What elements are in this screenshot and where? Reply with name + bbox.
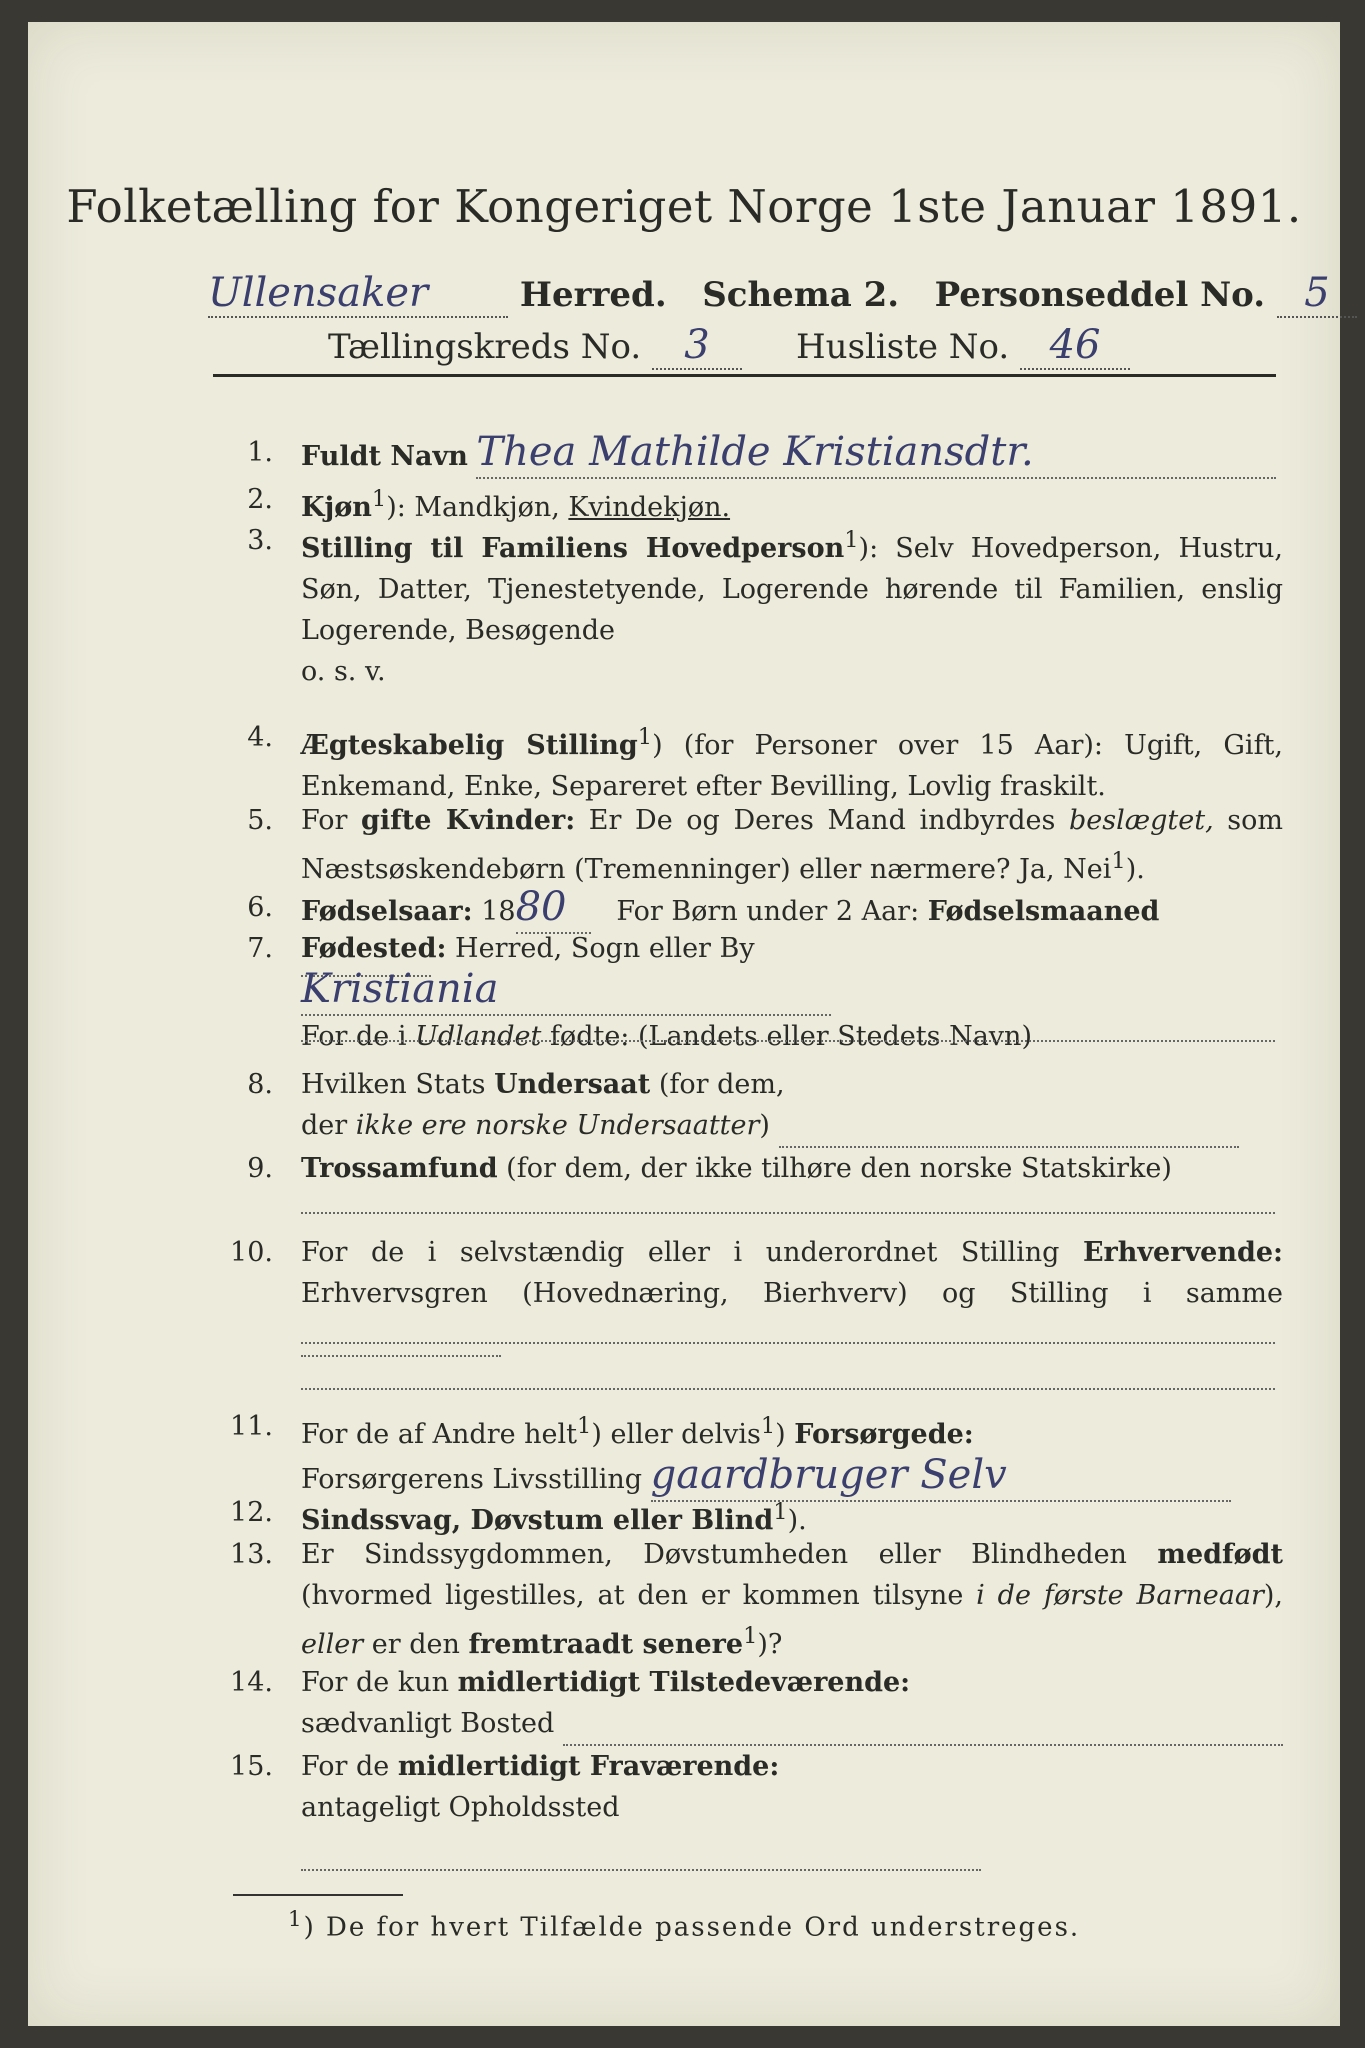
- q10-text2: Erhvervsgren (Hovednæring, Bierhverv) og Stilling i samme: [301, 1278, 1283, 1309]
- q11-text2: ) eller delvis: [591, 1419, 761, 1450]
- full-name-label: Fuldt Navn: [301, 441, 468, 472]
- q5-prefix: For: [301, 805, 362, 836]
- form-title: Folketælling for Kongeriget Norge 1ste Januar 1891.: [66, 180, 1302, 233]
- sex-selected: Kvindekjøn.: [568, 492, 731, 523]
- item-number: 4.: [247, 722, 273, 753]
- temporary-present-label: midlertidigt Tilstedeværende:: [457, 1667, 911, 1698]
- herred-field: [208, 270, 508, 318]
- occupation-label: Erhvervende:: [1082, 1237, 1283, 1268]
- census-form-page: Folketælling for Kongeriget Norge 1ste Januar 1891. Ullensaker Herred. Schema 2. Personseddel No. 5 Tællingskreds No. 3 Husliste No. 46 1. Fuldt Navn Thea Mathilde Kristiansdtr. 2. Kjøn$^1$): Mandkjøn, Kvindekjøn. 3. Stilling til Familiens Hovedperson$^1$): Selv Hovedperson, Hustru, Søn, Datter, Tjenestetyende, Logerende hørende til Familien, enslig Logerende, Besøgende o. s. v. 4. Ægteskabelig Stilling$^1$) (for Personer over 15 Aar): Ugift, Gift, Enkemand, Enke, Separeret efter Bevilling, Lovlig fraskilt. 5. For gifte Kvinder: Er De og Deres Mand indbyrdes beslægtet, som Næstsøskendebørn (Tremenninger) eller nærmere? Ja, Nei$^1$). 6. Fødselsaar: 1880 For Børn under 2 Aar: Fødselsmaaned 7. Fødested: Herred, Sogn eller By Kristiania For de i Udlandet fødte: (Landets eller Stedets Navn) 8. Hvilken Stats Undersaat (for dem, der ikke ere norske Undersaatter) 9. Trossamfund (for dem, der ikke tilhøre den norske Statskirke) 10. For de i selvstændig eller i underordnet Stilling Erhvervende: Erhvervsgren (Hovednæring, Bierhverv) og Stilling i samme 11. For de af Andre helt$^1$) eller delvis$^1$) Forsørgede: Forsørgerens Livsstilling gaardbruger Selv 12. Sindssvag, Døvstum eller Blind$^1$). 13. Er Sindssygdommen, Døvstumheden eller Blindheden medfødt (hvormed ligestilles, at den er kommen tilsyne i de første Barneaar), eller er den fremtraadt senere$^1$)? 14. For de kun midlertidigt Tilstedeværende: sædvanligt Bosted 15. For de midlertidigt Fraværende: antageligt Opholdssted $^1$) De for hvert Tilfælde passende Ord understreges.: [28, 22, 1340, 2026]
- kreds-field: [652, 322, 742, 370]
- q11-text3: ): [775, 1419, 795, 1450]
- q7-line2i: Udlandet: [415, 1021, 542, 1052]
- married-women-label: gifte Kvinder:: [361, 805, 576, 836]
- q13-italic2: eller: [301, 1629, 364, 1660]
- usual-residence-label: sædvanligt Bosted: [301, 1708, 555, 1739]
- full-name-field: [476, 429, 1276, 479]
- q13-text4: er den: [363, 1629, 469, 1660]
- item-number: 12.: [230, 1497, 273, 1528]
- herred-value: Ullensaker: [208, 270, 429, 316]
- birthplace-value: Kristiania: [301, 966, 499, 1012]
- supported-label: Forsørgede:: [794, 1419, 974, 1450]
- item-number: 7.: [247, 933, 273, 964]
- q5-text2: som Næstsøskendebørn (Tremenninger) eller nærmere? Ja, Nei: [301, 805, 1284, 885]
- full-name-value: Thea Mathilde Kristiansdtr.: [476, 429, 1034, 475]
- item-number: 1.: [247, 437, 273, 468]
- q8-text: Hvilken Stats: [301, 1069, 495, 1100]
- family-position-etc: o. s. v.: [301, 656, 386, 687]
- birth-year-label: Fødselsaar:: [301, 896, 473, 927]
- item-number: 6.: [247, 892, 273, 923]
- sex-options: ): Mandkjøn,: [386, 492, 569, 523]
- citizenship-label: Undersaat: [494, 1069, 651, 1100]
- item-number: 14.: [230, 1667, 273, 1698]
- footnote-divider: [233, 1894, 403, 1896]
- item-number: 10.: [230, 1237, 273, 1268]
- later-onset-label: fremtraadt senere: [468, 1629, 744, 1660]
- q12-end: ).: [787, 1505, 807, 1536]
- birth-year-prefix: 18: [481, 896, 516, 927]
- family-position-label: Stilling til Familiens Hovedperson: [301, 533, 845, 564]
- usual-residence-field: [563, 1703, 1283, 1746]
- kreds-line: [328, 322, 1188, 370]
- occupation-field: [301, 1314, 501, 1357]
- birth-month-label: Fødselsmaaned: [927, 896, 1160, 927]
- citizenship-field: [779, 1105, 1239, 1148]
- personseddel-value: 5: [1304, 270, 1330, 316]
- q5-italic: beslægtet,: [1068, 805, 1214, 836]
- q8-line2a: der: [301, 1110, 356, 1141]
- occupation-line-2: [301, 1342, 1275, 1344]
- religion-line: [301, 1212, 1275, 1214]
- birth-month-text: For Børn under 2 Aar:: [616, 896, 928, 927]
- temporary-absent-label: midlertidigt Fraværende:: [397, 1751, 780, 1782]
- footnote: [28, 1907, 1340, 1943]
- husliste-field: [1020, 322, 1130, 370]
- q13-text2: (hvormed ligestilles, at den er kommen tilsyne: [301, 1580, 977, 1611]
- husliste-label: Husliste No.: [796, 327, 1010, 367]
- q7-line2a: For de i: [301, 1021, 416, 1052]
- provider-occupation-value: gaardbruger Selv: [650, 1452, 1007, 1498]
- birthplace-label: Fødested:: [301, 933, 447, 964]
- sex-label: Kjøn: [301, 492, 372, 523]
- birth-year-value: 80: [515, 884, 567, 930]
- herred-line: [208, 270, 1330, 318]
- header-divider: [213, 374, 1276, 377]
- disability-label: Sindssvag, Døvstum eller Blind: [301, 1505, 774, 1536]
- q8-line2i: ikke ere norske Undersaatter: [355, 1110, 760, 1141]
- footnote-mark: 1: [287, 1907, 304, 1932]
- personseddel-label: Personseddel No.: [934, 275, 1266, 315]
- q8-text2: (for dem,: [650, 1069, 785, 1100]
- q13-text3: ),: [1263, 1580, 1283, 1611]
- q10-text: For de i selvstændig eller i underordnet Stilling: [301, 1237, 1083, 1268]
- item-number: 8.: [247, 1069, 273, 1100]
- provider-occupation-label: Forsørgerens Livsstilling: [301, 1464, 643, 1495]
- birthplace-text: Herred, Sogn eller By: [446, 933, 755, 964]
- item-number: 5.: [247, 805, 273, 836]
- item-number: 2.: [247, 484, 273, 515]
- item-number: 3.: [247, 525, 273, 556]
- occupation-line-3: [301, 1388, 1275, 1390]
- q13-end: )?: [757, 1629, 783, 1660]
- q13-italic: i de første Barneaar: [976, 1580, 1264, 1611]
- husliste-value: 46: [1049, 322, 1101, 368]
- kreds-label: Tællingskreds No.: [328, 327, 642, 367]
- religion-label: Trossamfund: [301, 1153, 498, 1184]
- herred-label: Herred.: [519, 275, 667, 315]
- schema-label: Schema 2.: [702, 275, 900, 315]
- kreds-value: 3: [684, 322, 710, 368]
- probable-residence-field: [301, 1828, 981, 1871]
- birthplace-field: [301, 966, 831, 1016]
- family-position-options: ): Selv Hovedperson, Hustru, Søn, Datter, Tjenestetyende, Logerende hørende til Familien, enslig Logerende, Besøgende: [301, 533, 1283, 646]
- q14-text: For de kun: [301, 1667, 458, 1698]
- marital-status-label: Ægteskabelig Stilling: [301, 730, 638, 761]
- item-number: 11.: [230, 1411, 273, 1442]
- personseddel-field: [1277, 270, 1357, 318]
- q5-text: Er De og Deres Mand indbyrdes: [575, 805, 1069, 836]
- item-number: 9.: [247, 1153, 273, 1184]
- probable-residence-label: antageligt Opholdssted: [301, 1792, 620, 1823]
- q9-text: (for dem, der ikke tilhøre den norske Statskirke): [497, 1153, 1172, 1184]
- marital-status-options: ) (for Personer over 15 Aar): Ugift, Gift, Enkemand, Enke, Separeret efter Bevilling, Lovlig fraskilt.: [301, 730, 1283, 802]
- q7-line2b: fødte: (Landets eller Stedets Navn): [541, 1021, 1032, 1052]
- foreign-birthplace-line: [301, 1040, 1275, 1042]
- q5-end: ).: [1125, 854, 1145, 885]
- q13-text: Er Sindssygdommen, Døvstumheden eller Blindheden: [301, 1539, 1158, 1570]
- item-number: 13.: [230, 1539, 273, 1570]
- birth-year-field: [515, 884, 591, 934]
- footnote-text: ) De for hvert Tilfælde passende Ord understreges.: [303, 1912, 1081, 1943]
- congenital-label: medfødt: [1157, 1539, 1283, 1570]
- item-number: 15.: [230, 1751, 273, 1782]
- q15-text: For de: [301, 1751, 398, 1782]
- q8-line2b: ): [759, 1110, 770, 1141]
- q11-text: For de af Andre helt: [301, 1419, 578, 1450]
